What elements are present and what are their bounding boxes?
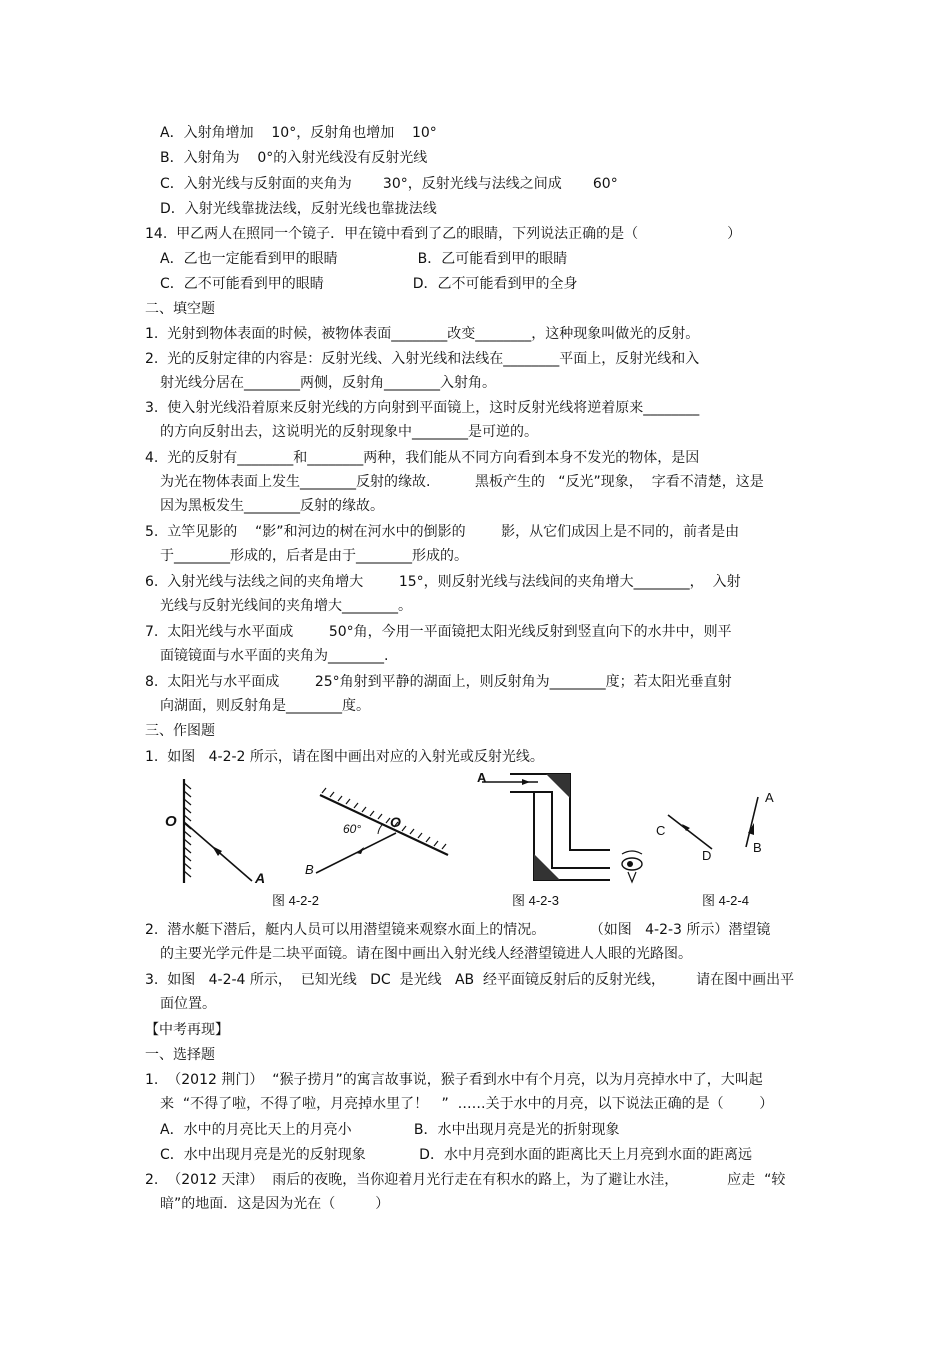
text-line-25: 三、作图题 xyxy=(145,723,215,739)
text-line-5: 14. 甲乙两人在照同一个镜子．甲在镜中看到了乙的眼睛，下列说法正确的是（ ） xyxy=(145,226,742,242)
figure-rays xyxy=(650,785,780,875)
figure-mirror-left xyxy=(160,775,270,887)
text-line-26: 1. 如图 4-2-2 所示，请在图中画出对应的入射光或反射光线。 xyxy=(145,749,544,765)
text-line-11: 射光线分居在________两侧，反射角________入射角。 xyxy=(160,375,496,391)
fig1-label-o2: O xyxy=(390,814,401,830)
text-line-13: 的方向反射出去，这说明光的反射现象中________是可逆的。 xyxy=(160,424,538,440)
text-line-37: 2. （2012 天津） 雨后的夜晚，当你迎着月光行走在有积水的路上，为了避让水洼， 应走 “较 xyxy=(145,1172,786,1188)
text-line-14: 4. 光的反射有________和________两种，我们能从不同方向看到本身不发光的物体，是因 xyxy=(145,450,700,466)
text-line-1: A．入射角增加 10°，反射角也增加 10° xyxy=(160,125,437,141)
figure-periscope xyxy=(470,768,660,890)
fig3-caption: 图 4-2-4 xyxy=(702,893,749,908)
text-line-30: 面位置。 xyxy=(160,996,216,1012)
text-line-34: 来 “不得了啦，不得了啦，月亮掉水里了！ ” ……关于水中的月亮，以下说法正确的是（ ） xyxy=(160,1096,774,1112)
text-line-12: 3. 使入射光线沿着原来反射光线的方向射到平面镜上，这时反射光线将逆着原来________ xyxy=(145,400,700,416)
fig1-angle-label: 60° xyxy=(343,822,362,836)
text-line-21: 7. 太阳光线与水平面成 50°角，今用一平面镜把太阳光线反射到竖直向下的水井中，则平 xyxy=(145,624,732,640)
text-line-29: 3. 如图 4-2-4 所示， 已知光线 DC 是光线 AB 经平面镜反射后的反射光线， 请在图中画出平 xyxy=(145,972,795,988)
fig1-label-a: A xyxy=(255,870,266,886)
text-line-24: 向湖面，则反射角是________度。 xyxy=(160,698,370,714)
text-line-38: 暗”的地面．这是因为光在（ ） xyxy=(160,1196,390,1212)
fig2-caption: 图 4-2-3 xyxy=(512,893,559,908)
text-line-36: C．水中出现月亮是光的反射现象 D．水中月亮到水面的距离比天上月亮到水面的距离远 xyxy=(160,1147,752,1163)
text-line-22: 面镜镜面与水平面的夹角为________. xyxy=(160,648,389,664)
text-line-33: 1. （2012 荆门） “猴子捞月”的寓言故事说，猴子看到水中有个月亮，以为月亮掉水中了，大叫起 xyxy=(145,1072,763,1088)
text-line-18: 于________形成的，后者是由于________形成的。 xyxy=(160,548,468,564)
text-line-6: A．乙也一定能看到甲的眼睛 B．乙可能看到甲的眼睛 xyxy=(160,251,568,267)
figure-mirror-tilted xyxy=(300,785,460,885)
text-line-27: 2. 潜水艇下潜后，艇内人员可以用潜望镜来观察水面上的情况。 （如图 4-2-3 所示）潜望镜 xyxy=(145,922,771,938)
text-line-3: C．入射光线与反射面的夹角为 30°，反射光线与法线之间成 60° xyxy=(160,176,618,192)
fig1-caption: 图 4-2-2 xyxy=(272,893,319,908)
fig3-label-b: B xyxy=(753,840,762,855)
text-line-20: 光线与反射光线间的夹角增大________。 xyxy=(160,598,412,614)
fig3-label-c: C xyxy=(656,823,666,838)
text-line-17: 5. 立竿见影的 “影”和河边的树在河水中的倒影的 影，从它们成因上是不同的，前者是由 xyxy=(145,524,740,540)
text-line-9: 1. 光射到物体表面的时候，被物体表面________改变________，这种现象叫做光的反射。 xyxy=(145,326,700,342)
text-line-2: B．入射角为 0°的入射光线没有反射光线 xyxy=(160,150,428,166)
text-line-10: 2. 光的反射定律的内容是：反射光线、入射光线和法线在________平面上，反射光线和入 xyxy=(145,351,700,367)
text-line-28: 的主要光学元件是二块平面镜。请在图中画出入射光线人经潜望镜进人人眼的光路图。 xyxy=(160,946,692,962)
text-line-35: A．水中的月亮比天上的月亮小 B．水中出现月亮是光的折射现象 xyxy=(160,1122,620,1138)
fig3-label-d: D xyxy=(702,848,712,863)
fig2-label-a: A xyxy=(477,770,487,785)
text-line-32: 一、选择题 xyxy=(145,1047,215,1063)
text-line-23: 8. 太阳光与水平面成 25°角射到平静的湖面上，则反射角为________度；若太阳光垂直射 xyxy=(145,674,732,690)
text-line-31: 【中考再现】 xyxy=(145,1022,229,1038)
text-line-16: 因为黑板发生________反射的缘故。 xyxy=(160,498,384,514)
fig1-label-o: O xyxy=(165,813,177,830)
fig3-label-a: A xyxy=(765,790,774,805)
fig1-label-b: B xyxy=(305,862,314,877)
text-line-19: 6. 入射光线与法线之间的夹角增大 15°，则反射光线与法线间的夹角增大________， 入射 xyxy=(145,574,741,590)
text-line-4: D．入射光线靠拢法线，反射光线也靠拢法线 xyxy=(160,201,437,217)
text-line-7: C．乙不可能看到甲的眼睛 D．乙不可能看到甲的全身 xyxy=(160,276,578,292)
text-line-8: 二、填空题 xyxy=(145,301,215,317)
text-line-15: 为光在物体表面上发生________反射的缘故. 黑板产生的 “反光”现象， 字看不清楚，这是 xyxy=(160,474,764,490)
